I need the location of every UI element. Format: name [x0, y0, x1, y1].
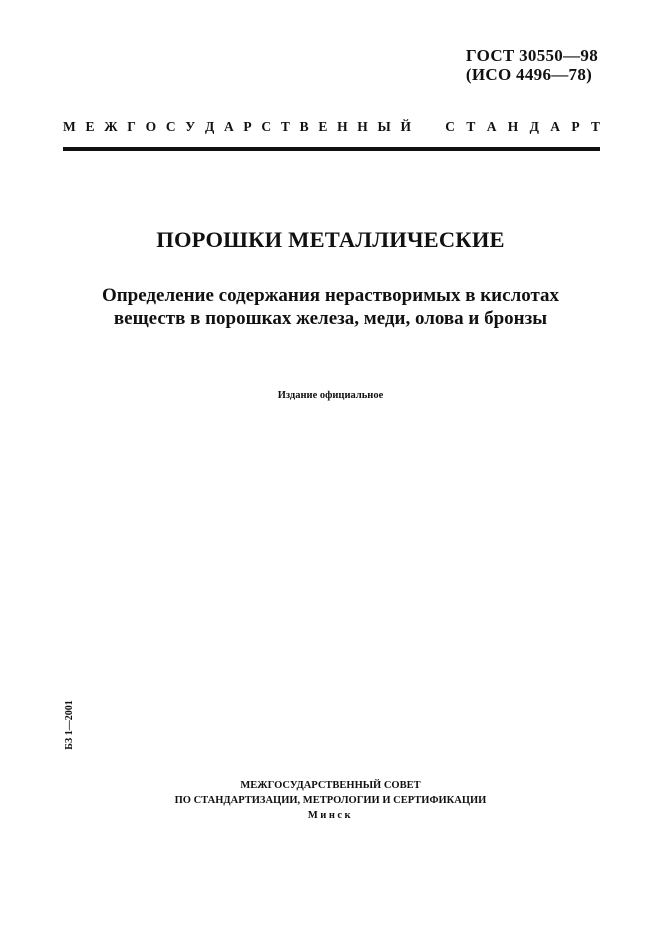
- heading-letter: Н: [337, 119, 348, 134]
- heading-letter: Ж: [104, 119, 118, 134]
- publisher-city: Минск: [307, 810, 354, 821]
- heading-letter: М: [63, 119, 76, 134]
- heading-letter: Т: [590, 119, 600, 134]
- heading-letter: У: [185, 119, 196, 134]
- heading-letter: С: [445, 119, 455, 134]
- side-registration-note: БЗ 1—2001: [64, 700, 75, 750]
- heading-letter: С: [165, 119, 176, 134]
- standard-category-heading: [63, 119, 600, 135]
- heading-letter: В: [299, 119, 309, 134]
- heading-letter: Г: [127, 119, 136, 134]
- heading-letter: А: [550, 119, 561, 134]
- heading-letter: Н: [357, 119, 368, 134]
- publisher-block: [0, 778, 661, 823]
- heading-letter: А: [486, 119, 497, 134]
- heading-letter: Н: [507, 119, 519, 134]
- standard-code: ГОСТ 30550—98: [465, 46, 598, 65]
- heading-letter: Т: [466, 119, 476, 134]
- publisher-line-2: ПО СТАНДАРТИЗАЦИИ, МЕТРОЛОГИИ И СЕРТИФИКАЦИИ: [174, 795, 487, 806]
- heading-divider: [63, 147, 600, 151]
- publisher-line-1: МЕЖГОСУДАРСТВЕННЫЙ СОВЕТ: [240, 780, 421, 791]
- heading-letter: О: [145, 119, 157, 134]
- subtitle-line-1: Определение содержания нерастворимых в кислотах: [101, 285, 560, 306]
- heading-letter: Ы: [377, 119, 391, 134]
- iso-code: (ИСО 4496—78): [465, 65, 593, 84]
- heading-letter: Д: [529, 119, 539, 134]
- subtitle-line-2: веществ в порошках железа, меди, олова и бронзы: [113, 308, 548, 329]
- heading-letter: А: [223, 119, 234, 134]
- heading-letter: С: [261, 119, 272, 134]
- category-word-standard: [445, 119, 600, 135]
- document-subtitle: [40, 284, 621, 330]
- category-word-interstate: [63, 119, 411, 135]
- standard-code-block: [466, 46, 598, 84]
- heading-letter: Р: [243, 119, 252, 134]
- heading-letter: Е: [85, 119, 95, 134]
- edition-note: Издание официальное: [277, 390, 384, 401]
- heading-letter: Д: [204, 119, 215, 134]
- heading-letter: Й: [400, 119, 412, 134]
- heading-letter: Т: [280, 119, 290, 134]
- heading-letter: Е: [318, 119, 328, 134]
- document-title: ПОРОШКИ МЕТАЛЛИЧЕСКИЕ: [156, 227, 505, 252]
- heading-letter: Р: [571, 119, 580, 134]
